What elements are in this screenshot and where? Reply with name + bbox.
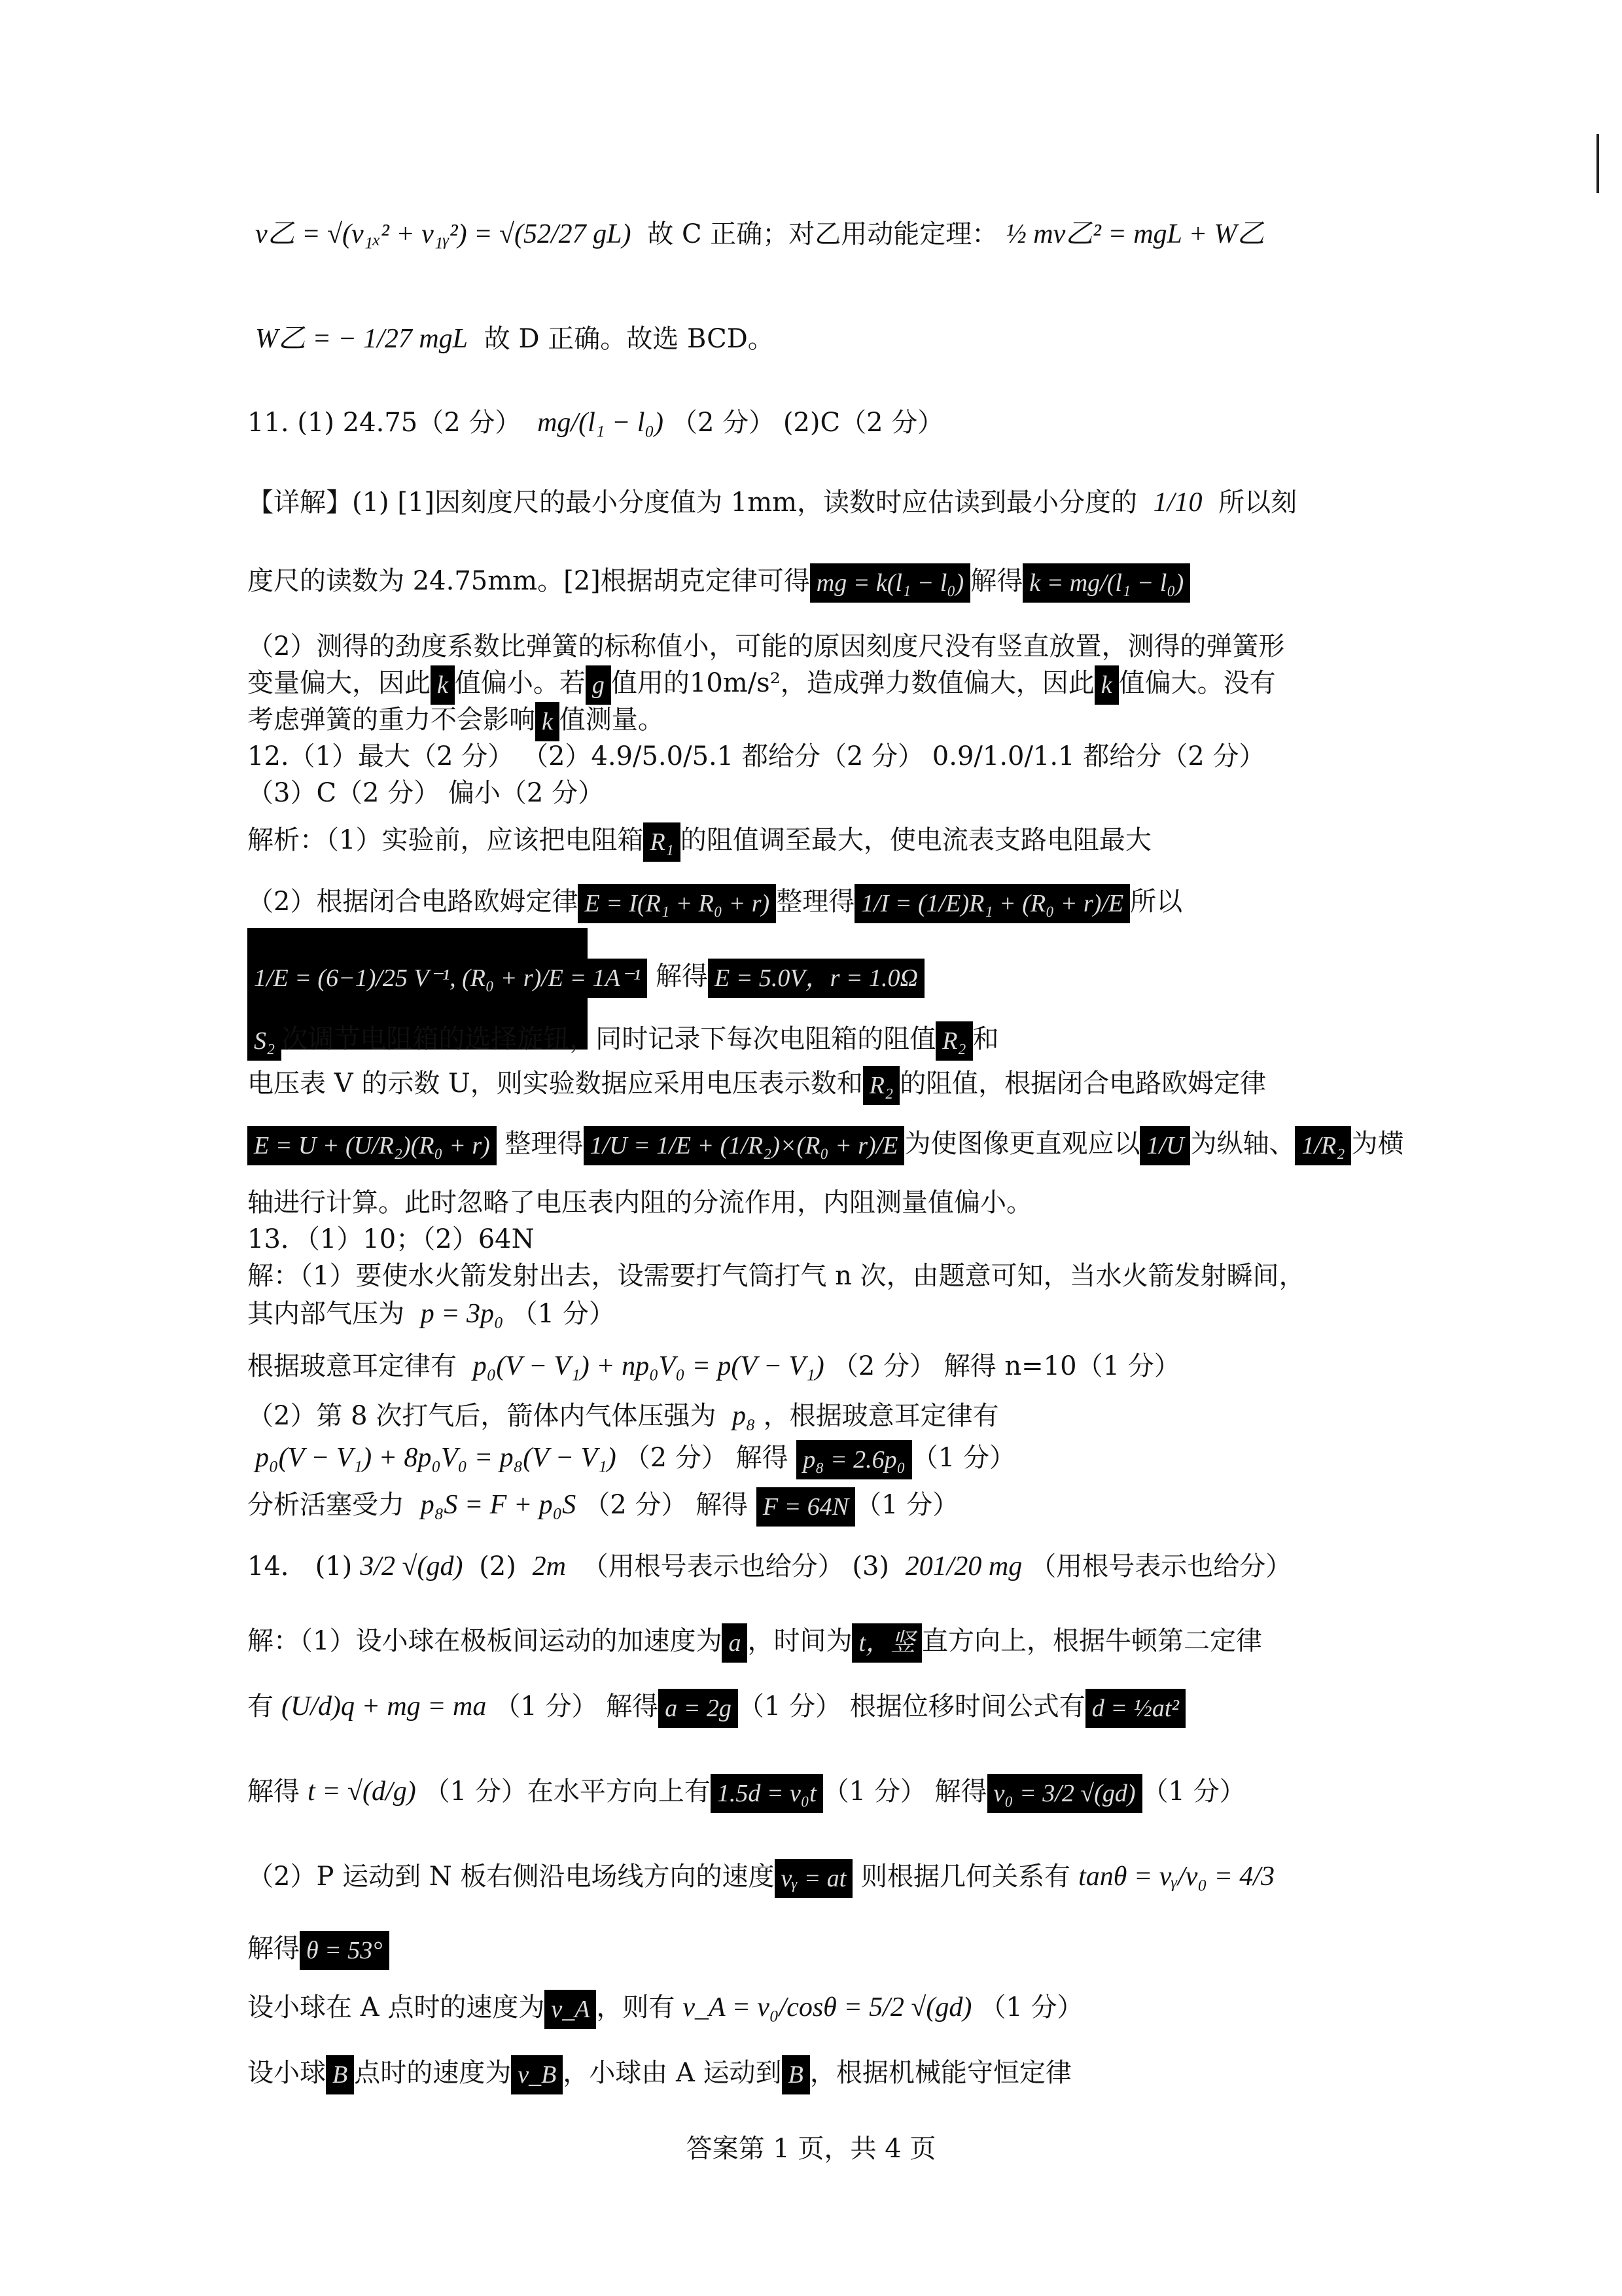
text-line: [247, 1258, 1305, 1294]
redacted-formula: t，竖: [852, 1623, 922, 1663]
formula: t = √(d/g): [308, 1776, 416, 1807]
formula: tanθ = vᵧ/v₀ = 4/3: [1078, 1862, 1275, 1892]
text-line: [247, 1296, 615, 1332]
formula: 201/20 mg: [905, 1551, 1023, 1581]
redacted-formula: g: [586, 665, 611, 705]
redacted-formula: a = 2g: [658, 1689, 738, 1728]
redacted-formula: p₈ = 2.6p₀: [796, 1440, 912, 1479]
text-segment: 次调节电阻箱的选择旋钮，同时记录下每次电阻箱的阻值: [281, 1024, 936, 1054]
text-segment: 解得: [247, 1776, 300, 1807]
text-segment: ，根据玻意耳定律有: [763, 1401, 999, 1431]
redacted-formula: a: [722, 1623, 747, 1663]
text-line: [247, 1688, 1186, 1728]
redacted-formula: 1/U = 1/E + (1/R₂)×(R₀ + r)/E: [584, 1126, 905, 1165]
text-segment: （2）根据闭合电路欧姆定律: [247, 887, 578, 917]
formula: v_A = v₀/cosθ = 5/2 √(gd): [682, 1992, 972, 2022]
redacted-formula: R₂: [863, 1066, 900, 1105]
text-line: [247, 321, 774, 357]
text-segment: 解：（1）设小球在极板间运动的加速度为: [247, 1626, 722, 1656]
redacted-formula: k: [1095, 665, 1119, 705]
text-segment: （2 分） (2)C（2 分）: [671, 408, 944, 438]
text-segment: 的阻值，根据闭合电路欧姆定律: [900, 1069, 1267, 1099]
formula: mg/(l₁ − l₀): [537, 408, 663, 438]
text-segment: 值偏小。若: [454, 668, 586, 698]
text-segment: 解：（1）要使水火箭发射出去，设需要打气筒打气 n 次，由题意可知，当水火箭发射瞬间，: [247, 1261, 1305, 1291]
text-segment: 为横: [1351, 1129, 1404, 1159]
redacted-formula: k = mg/(l₁ − l₀): [1023, 563, 1190, 603]
text-segment: 考虑弹簧的重力不会影响: [247, 705, 535, 735]
redacted-formula: vᵧ = at: [775, 1859, 853, 1898]
text-segment: 所以: [1130, 887, 1183, 917]
text-line: [247, 216, 1272, 253]
text-segment: （1 分）: [511, 1299, 615, 1329]
text-segment: 解得: [247, 1934, 300, 1964]
text-segment: （2 分） 解得: [584, 1490, 756, 1520]
text-line: [247, 1348, 1180, 1385]
text-line: [247, 738, 1265, 775]
text-segment: ，小球由 A 运动到: [563, 2058, 782, 2088]
formula: 3/2 √(gd): [360, 1551, 463, 1581]
text-line: [247, 1773, 1246, 1813]
formula: 1/10: [1153, 487, 1203, 518]
text-segment: （用根号表示也给分）: [1030, 1551, 1292, 1581]
text-line: [247, 822, 1152, 862]
text-line: [247, 1487, 959, 1527]
text-segment: 轴进行计算。此时忽略了电压表内阻的分流作用，内阻测量值偏小。: [247, 1188, 1032, 1218]
text-line: [247, 563, 1190, 603]
formula: ½ mv乙² = mgL + W乙: [1006, 219, 1265, 249]
text-segment: 设小球在 A 点时的速度为: [247, 1992, 545, 2022]
text-segment: （1 分）在水平方向上有: [423, 1776, 711, 1807]
text-line: [247, 665, 1276, 705]
text-line: [247, 1858, 1282, 1898]
text-segment: 点时的速度为: [354, 2058, 512, 2088]
text-segment: ，根据机械能守恒定律: [809, 2058, 1072, 2088]
text-segment: （1 分）: [855, 1490, 959, 1520]
redacted-formula: E = U + (U/R₂)(R₀ + r): [247, 1126, 497, 1165]
redacted-formula: k: [431, 665, 455, 705]
redacted-formula: v₀ = 3/2 √(gd): [987, 1774, 1142, 1813]
text-segment: 设小球: [247, 2058, 326, 2088]
text-segment: 解得: [647, 961, 709, 991]
text-line: [247, 1548, 1292, 1585]
text-segment: 值用的10m/s²，造成弹力数值偏大，因此: [610, 668, 1095, 698]
text-segment: （2 分） 解得 n=10（1 分）: [832, 1351, 1180, 1381]
text-line: [247, 1439, 1015, 1479]
text-segment: 解析：（1）实验前，应该把电阻箱: [247, 825, 644, 855]
redacted-formula: R₂: [936, 1021, 972, 1061]
formula: v乙 = √(v₁ₓ² + v₁ᵧ²) = √(52/27 gL): [255, 219, 631, 249]
redacted-formula: d = ½at²: [1085, 1689, 1186, 1728]
text-line: [247, 1021, 999, 1061]
text-segment: 其内部气压为: [247, 1299, 413, 1329]
text-segment: （1 分） 解得: [822, 1776, 987, 1807]
text-segment: 为使图像更直观应以: [904, 1129, 1140, 1159]
text-line: [247, 2055, 1072, 2094]
text-line: [247, 701, 664, 741]
text-segment: 故 D 正确。故选 BCD。: [476, 324, 774, 354]
formula: p₀(V − V₁) + 8p₀V₀ = p₈(V − V₁): [255, 1443, 616, 1473]
text-line: [247, 628, 1284, 665]
text-segment: （用根号表示也给分） (3): [573, 1551, 898, 1581]
text-line: [247, 1989, 1084, 2029]
redacted-formula: F = 64N: [756, 1487, 855, 1527]
page-footer: 答案第 1 页，共 4 页: [686, 2134, 936, 2164]
scan-edge-mark: [1596, 134, 1599, 193]
text-segment: 整理得: [776, 887, 855, 917]
redacted-formula: S₂: [247, 1021, 281, 1061]
text-segment: 和: [972, 1024, 999, 1054]
text-line: [247, 1065, 1266, 1105]
text-segment: 12.（1）最大（2 分） （2）4.9/5.0/5.1 都给分（2 分） 0.9/1.0/1.1 都给分（2 分）: [247, 741, 1265, 771]
text-segment: （1 分）: [911, 1443, 1016, 1473]
formula: p₈S = F + p₀S: [420, 1490, 576, 1520]
redacted-formula: 1/U: [1140, 1126, 1190, 1165]
redacted-formula: B: [326, 2055, 354, 2094]
text-line: [247, 1125, 1403, 1165]
text-segment: ，则有: [596, 1992, 675, 2022]
text-line: [247, 958, 925, 998]
text-segment: （1 分）: [1142, 1776, 1246, 1807]
text-segment: （2）P 运动到 N 板右侧沿电场线方向的速度: [247, 1862, 775, 1892]
text-segment: 则根据几何关系有: [853, 1862, 1071, 1892]
redacted-formula: v_A: [544, 1990, 596, 2029]
text-segment: 所以刻: [1210, 487, 1297, 518]
text-line: [247, 484, 1297, 521]
redacted-formula: R₁: [643, 822, 680, 862]
redacted-formula: v_B: [511, 2055, 563, 2094]
formula: W乙 = − 1/27 mgL: [255, 324, 468, 354]
text-line: [247, 1221, 535, 1258]
text-segment: （2）第 8 次打气后，箭体内气体压强为: [247, 1401, 725, 1431]
text-line: [247, 883, 1182, 923]
redacted-formula: 1/I = (1/E)R₁ + (R₀ + r)/E: [855, 884, 1130, 923]
redacted-formula: mg = k(l₁ − l₀): [810, 563, 970, 603]
redacted-formula: k: [535, 702, 559, 741]
text-segment: 度尺的读数为 24.75mm。[2]根据胡克定律可得: [247, 566, 810, 596]
text-line: [247, 1398, 999, 1434]
redacted-formula: θ = 53°: [300, 1931, 389, 1970]
text-line: [247, 1184, 1032, 1221]
redacted-formula: 1.5d = v₀t: [711, 1774, 823, 1813]
text-segment: （2）测得的劲度系数比弹簧的标称值小，可能的原因刻度尺没有竖直放置，测得的弹簧形: [247, 631, 1285, 662]
text-segment: 为纵轴、: [1190, 1129, 1296, 1159]
text-segment: 值测量。: [559, 705, 664, 735]
redacted-formula: 1/E = (6−1)/25 V⁻¹, (R₀ + r)/E = 1A⁻¹: [247, 959, 647, 998]
text-segment: （2 分） 解得: [624, 1443, 797, 1473]
text-segment: 值偏大。没有: [1118, 668, 1276, 698]
formula: (U/d)q + mg = ma: [281, 1691, 487, 1722]
text-segment: 故 C 正确；对乙用动能定理：: [639, 219, 998, 249]
text-segment: 11. (1) 24.75（2 分）: [247, 408, 530, 438]
text-segment: （1 分）: [979, 1992, 1084, 2022]
redacted-formula: B: [782, 2055, 810, 2094]
text-segment: 【详解】(1) [1]因刻度尺的最小分度值为 1mm，读数时应估读到最小分度的: [247, 487, 1146, 518]
redacted-formula: E = 5.0V，r = 1.0Ω: [708, 959, 925, 998]
formula: p = 3p₀: [420, 1299, 504, 1329]
text-segment: （3）C（2 分） 偏小（2 分）: [247, 778, 605, 808]
formula: p₈: [732, 1401, 756, 1431]
text-segment: 整理得: [496, 1129, 584, 1159]
text-segment: 直方向上，根据牛顿第二定律: [922, 1626, 1263, 1656]
text-segment: 分析活塞受力: [247, 1490, 413, 1520]
text-segment: 有: [247, 1691, 273, 1722]
text-segment: 根据玻意耳定律有: [247, 1351, 465, 1381]
text-segment: （1 分） 解得: [494, 1691, 659, 1722]
text-line: [247, 1930, 389, 1970]
text-segment: 14． (1): [247, 1551, 353, 1581]
text-line: [247, 1623, 1262, 1663]
formula: p₀(V − V₁) + np₀V₀ = p(V − V₁): [472, 1351, 824, 1381]
text-line: [247, 775, 604, 811]
redacted-formula: 1/R₂: [1295, 1126, 1351, 1165]
formula: 2m: [532, 1551, 566, 1581]
text-segment: 电压表 V 的示数 U，则实验数据应采用电压表示数和: [247, 1069, 863, 1099]
text-segment: ，时间为: [747, 1626, 853, 1656]
text-segment: 的阻值调至最大，使电流表支路电阻最大: [680, 825, 1152, 855]
text-segment: 变量偏大，因此: [247, 668, 431, 698]
text-segment: （1 分） 根据位移时间公式有: [737, 1691, 1085, 1722]
text-line: [247, 404, 943, 441]
redacted-formula: E = I(R₁ + R₀ + r): [578, 884, 776, 923]
text-segment: (2): [470, 1551, 525, 1581]
text-segment: 13．（1）10；（2）64N: [247, 1224, 535, 1254]
text-segment: 解得: [970, 566, 1023, 596]
